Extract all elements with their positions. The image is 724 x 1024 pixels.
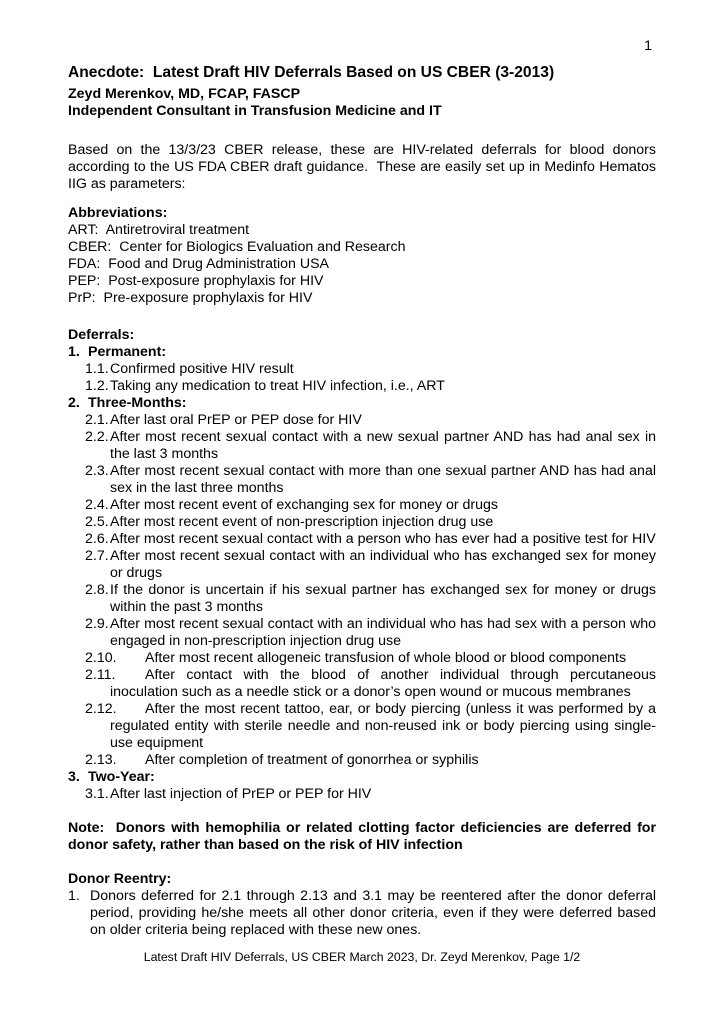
item-text: After completion of treatment of gonorrhea or syphilis (145, 752, 479, 768)
item-number: 1.2. (85, 378, 109, 394)
item-number: 3.1. (85, 786, 109, 802)
list-item (85, 463, 656, 497)
item-number: 2.8. (85, 582, 109, 598)
section-title: Three-Months: (88, 395, 187, 411)
list-item (85, 616, 656, 650)
item-text: After contact with the blood of another individual through percutaneous inoculation such as a needle stick or a donor’s open wound or mucous membranes (110, 667, 656, 700)
list-item (85, 514, 656, 531)
item-text: Confirmed positive HIV result (110, 361, 294, 377)
list-item (85, 429, 656, 463)
item-number: 2.1. (85, 412, 109, 428)
list-item (85, 786, 656, 803)
item-text: After the most recent tattoo, ear, or body piercing (unless it was performed by a regulated entity with sterile needle and non-reused ink or body piercing using single-use equipment (110, 701, 656, 751)
author-role: Independent Consultant in Transfusion Medicine and IT (68, 103, 442, 119)
section-number: 3. (68, 769, 80, 785)
item-text: After most recent sexual contact with a new sexual partner AND has had anal sex in the last 3 months (110, 429, 656, 462)
author-name: Zeyd Merenkov, MD, FCAP, FASCP (68, 86, 301, 102)
item-number: 2.10. (85, 650, 117, 666)
list-item (85, 531, 656, 548)
list-item (85, 361, 656, 378)
list-item (85, 497, 656, 514)
item-text: After most recent sexual contact with more than one sexual partner AND has had anal sex in the last three months (110, 463, 656, 496)
item-number: 2.7. (85, 548, 109, 564)
abbreviation-fda: FDA: Food and Drug Administration USA (68, 256, 330, 272)
item-number: 2.5. (85, 514, 109, 530)
item-number: 2.6. (85, 531, 109, 547)
list-item (85, 752, 656, 769)
document-title: Anecdote: Latest Draft HIV Deferrals Based on US CBER (3-2013) (68, 64, 555, 81)
list-item (85, 667, 656, 701)
item-text: Donors deferred for 2.1 through 2.13 and 3.1 may be reentered after the donor deferral period, providing he/she meets all other donor criteria, even if they were deferred based on older criteria being replaced with these new ones. (90, 888, 656, 938)
abbreviation-pep: PEP: Post-exposure prophylaxis for HIV (68, 273, 324, 289)
reentry-item (68, 888, 656, 939)
list-item (85, 650, 656, 667)
item-text: After most recent event of non-prescription injection drug use (110, 514, 494, 530)
item-number: 2.13. (85, 752, 117, 768)
item-number: 2.4. (85, 497, 109, 513)
item-number: 2.12. (85, 701, 117, 717)
abbreviation-cber: CBER: Center for Biologics Evaluation and Research (68, 239, 406, 255)
section-permanent (68, 344, 656, 361)
section-number: 1. (68, 344, 80, 360)
list-item (85, 412, 656, 429)
section-three-months (68, 395, 656, 412)
item-number: 2.3. (85, 463, 109, 479)
section-two-year (68, 769, 656, 786)
intro-paragraph: Based on the 13/3/23 CBER release, these are HIV-related deferrals for blood donors according to the US FDA CBER draft guidance. These are easily set up in Medinfo Hematos IIG as parameters: (68, 142, 656, 192)
section-title: Permanent: (88, 344, 167, 360)
item-text: After most recent sexual contact with an individual who has had sex with a person who engaged in non-prescription injection drug use (110, 616, 656, 649)
note-paragraph: Note: Donors with hemophilia or related clotting factor deficiencies are deferred for donor safety, rather than based on the risk of HIV infection (68, 820, 656, 853)
item-number: 2.2. (85, 429, 109, 445)
deferrals-heading: Deferrals: (68, 327, 135, 343)
page-footer: Latest Draft HIV Deferrals, US CBER March 2023, Dr. Zeyd Merenkov, Page 1/2 (143, 950, 581, 964)
item-text: After most recent sexual contact with a person who has ever had a positive test for HIV (110, 531, 656, 547)
abbreviation-prp: PrP: Pre-exposure prophylaxis for HIV (68, 290, 313, 306)
item-text: Taking any medication to treat HIV infection, i.e., ART (110, 378, 445, 394)
item-text: After last injection of PrEP or PEP for HIV (110, 786, 372, 802)
abbreviations-heading: Abbreviations: (68, 205, 168, 221)
page-number: 1 (644, 38, 652, 54)
item-text: After most recent allogeneic transfusion of whole blood or blood components (145, 650, 627, 666)
item-text: After last oral PrEP or PEP dose for HIV (110, 412, 362, 428)
section-title: Two-Year: (88, 769, 155, 785)
item-text: After most recent sexual contact with an individual who has exchanged sex for money or drugs (110, 548, 656, 581)
item-number: 1.1. (85, 361, 109, 377)
list-item (85, 378, 656, 395)
donor-reentry-heading: Donor Reentry: (68, 871, 172, 887)
section-number: 2. (68, 395, 80, 411)
item-number: 1. (68, 888, 80, 904)
list-item (85, 701, 656, 752)
item-number: 2.9. (85, 616, 109, 632)
list-item (85, 582, 656, 616)
item-number: 2.11. (85, 667, 116, 683)
item-text: If the donor is uncertain if his sexual partner has exchanged sex for money or drugs within the past 3 months (110, 582, 656, 615)
list-item (85, 548, 656, 582)
abbreviation-art: ART: Antiretroviral treatment (68, 222, 250, 238)
item-text: After most recent event of exchanging sex for money or drugs (110, 497, 498, 513)
page-content (68, 38, 656, 966)
